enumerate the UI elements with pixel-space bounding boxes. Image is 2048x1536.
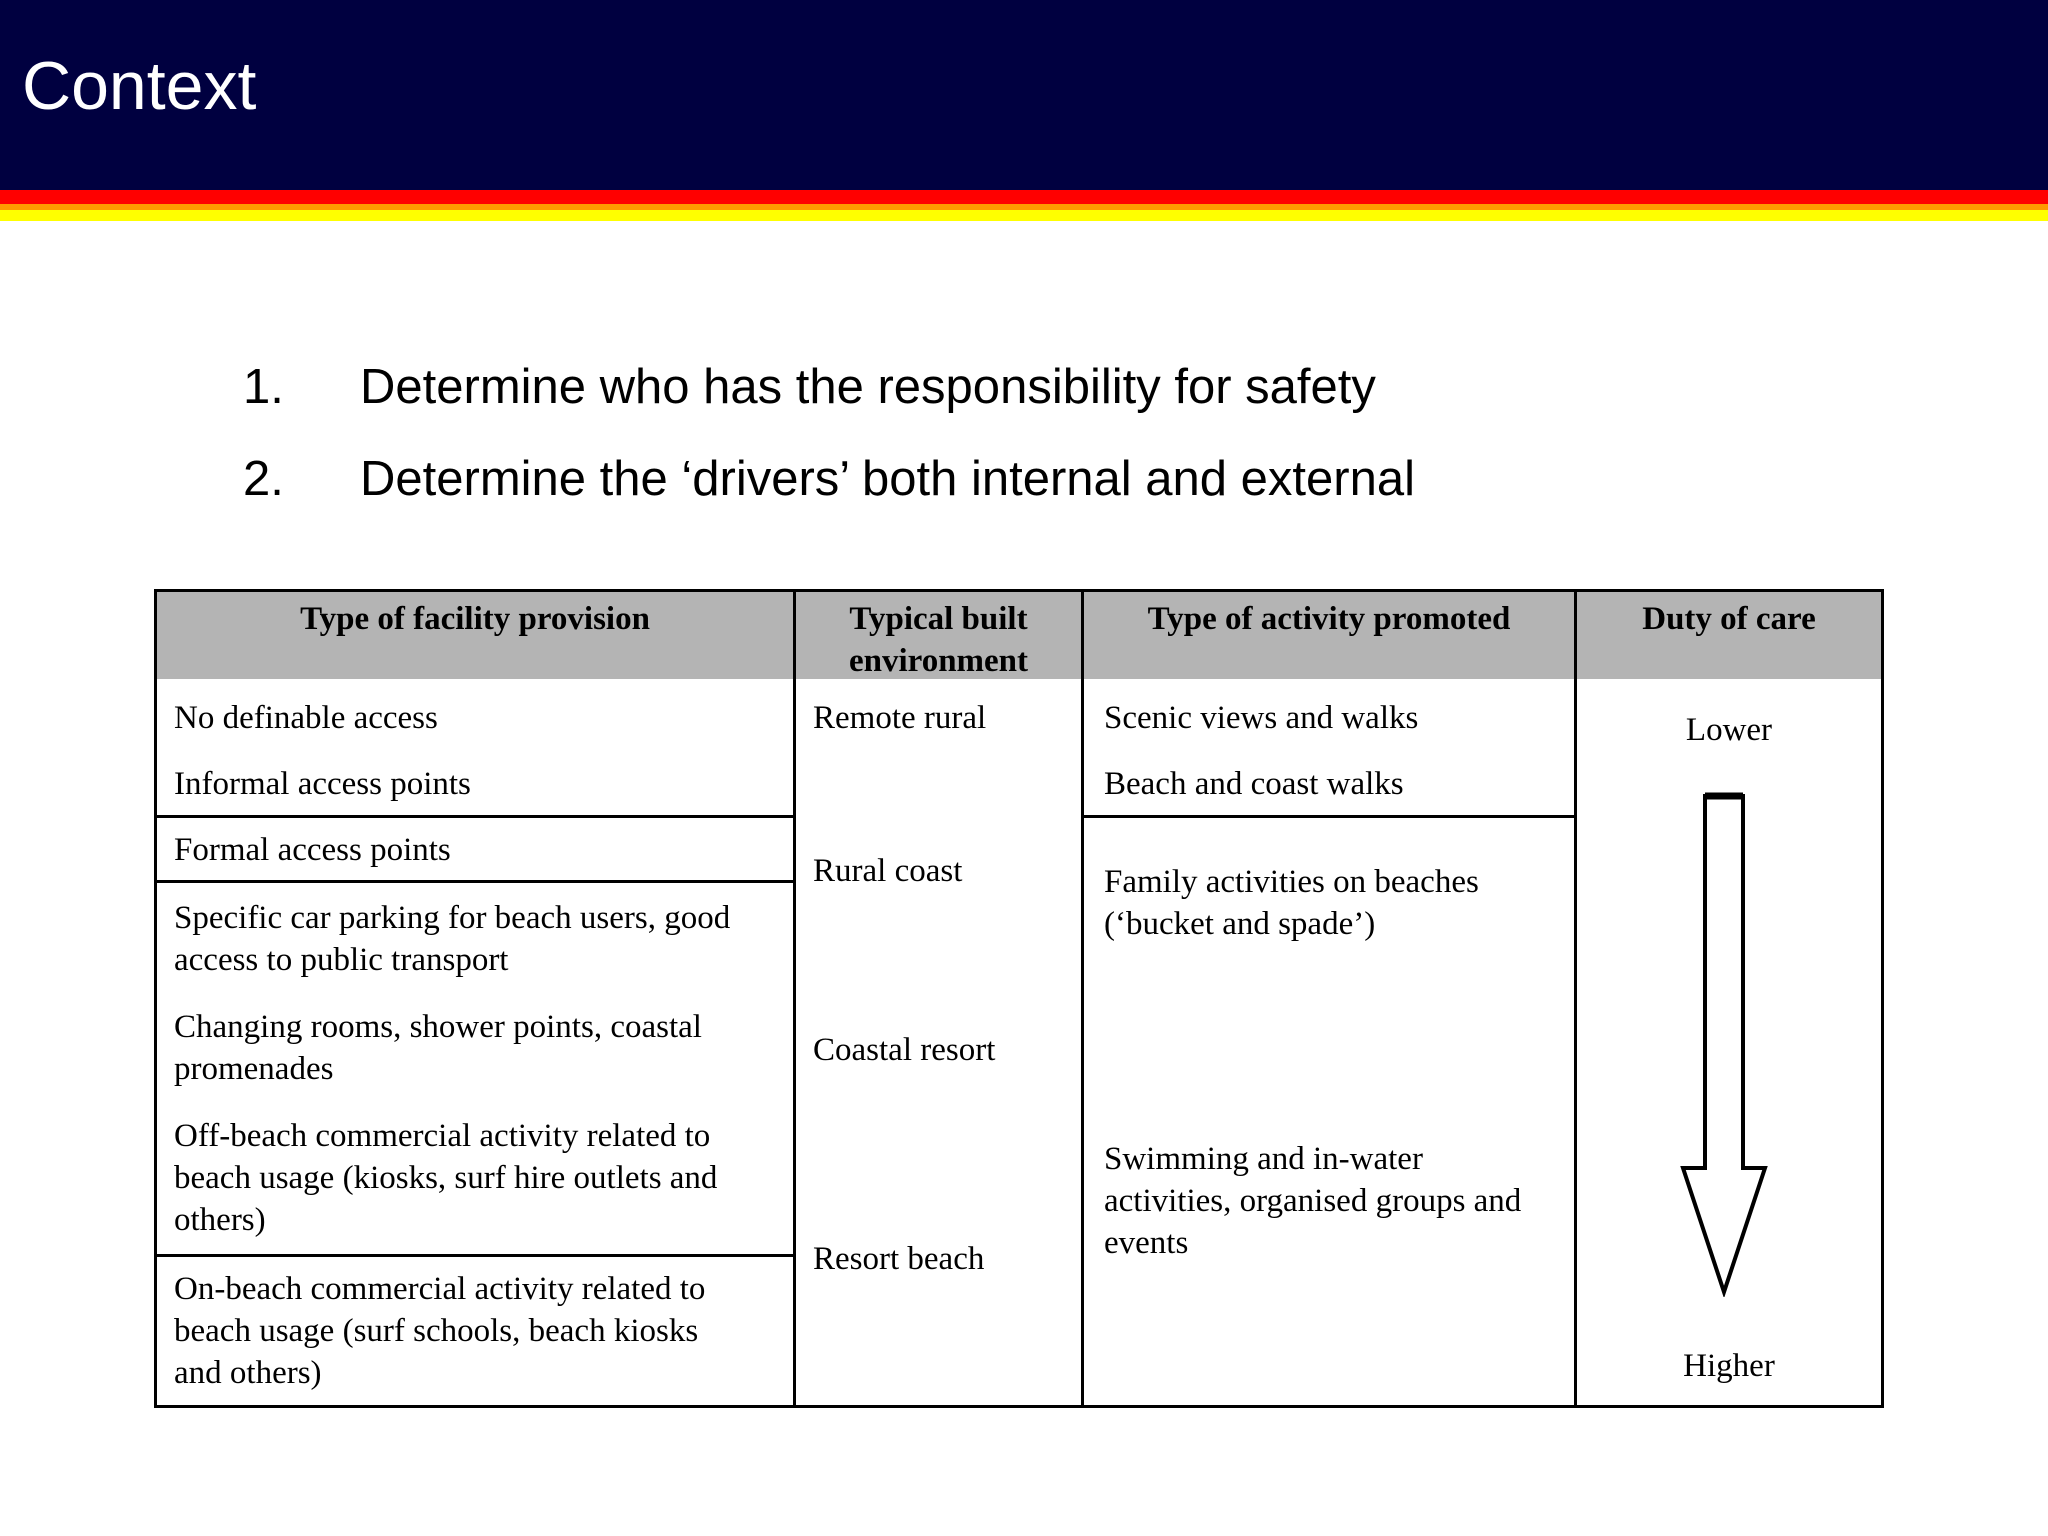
duty-of-care-table: [154, 589, 1884, 1408]
facility-cell: Informal access points: [174, 766, 471, 802]
facility-cell: Changing rooms, shower points, coastal promenades: [174, 1009, 702, 1087]
facility-cell: Off-beach commercial activity related to beach usage (kiosks, surf hire outlets and others): [174, 1118, 718, 1238]
column-divider: [1574, 592, 1577, 1405]
red-stripe: [0, 190, 2048, 204]
list-text: Determine who has the responsibility for safety: [360, 360, 1376, 414]
environment-cell: Coastal resort: [813, 1032, 996, 1068]
facility-cell: On-beach commercial activity related to beach usage (surf schools, beach kiosks and others): [174, 1271, 706, 1391]
environment-cell: Remote rural: [813, 700, 987, 736]
row-divider: [157, 880, 793, 883]
list-number: 2.: [243, 452, 284, 506]
title-bar: [0, 0, 2048, 190]
down-arrow-icon: [1677, 792, 1777, 1297]
yellow-stripe: [0, 210, 2048, 221]
duty-lower-label: Lower: [1685, 712, 1773, 748]
column-divider: [1081, 592, 1084, 1405]
list-number: 1.: [243, 360, 284, 414]
slide-title: Context: [22, 48, 257, 124]
facility-cell: Specific car parking for beach users, good access to public transport: [174, 900, 731, 978]
duty-higher-label: Higher: [1683, 1348, 1775, 1384]
facility-cell: Formal access points: [174, 832, 451, 868]
activity-cell: Scenic views and walks: [1104, 700, 1419, 736]
activity-cell: Beach and coast walks: [1104, 766, 1404, 802]
header-environment: Typical built environment: [848, 601, 1029, 679]
header-facility: Type of facility provision: [300, 601, 650, 637]
column-divider: [793, 592, 796, 1405]
row-divider: [1084, 815, 1574, 818]
header-activity: Type of activity promoted: [1147, 601, 1511, 637]
row-divider: [157, 815, 793, 818]
activity-cell: Family activities on beaches (‘bucket and spade’): [1104, 864, 1479, 942]
environment-cell: Resort beach: [813, 1241, 985, 1277]
list-text: Determine the ‘drivers’ both internal and external: [360, 452, 1415, 506]
facility-cell: No definable access: [174, 700, 438, 736]
activity-cell: Swimming and in-water activities, organised groups and events: [1104, 1141, 1522, 1261]
environment-cell: Rural coast: [813, 853, 963, 889]
row-divider: [157, 1254, 793, 1257]
header-duty: Duty of care: [1642, 601, 1816, 637]
